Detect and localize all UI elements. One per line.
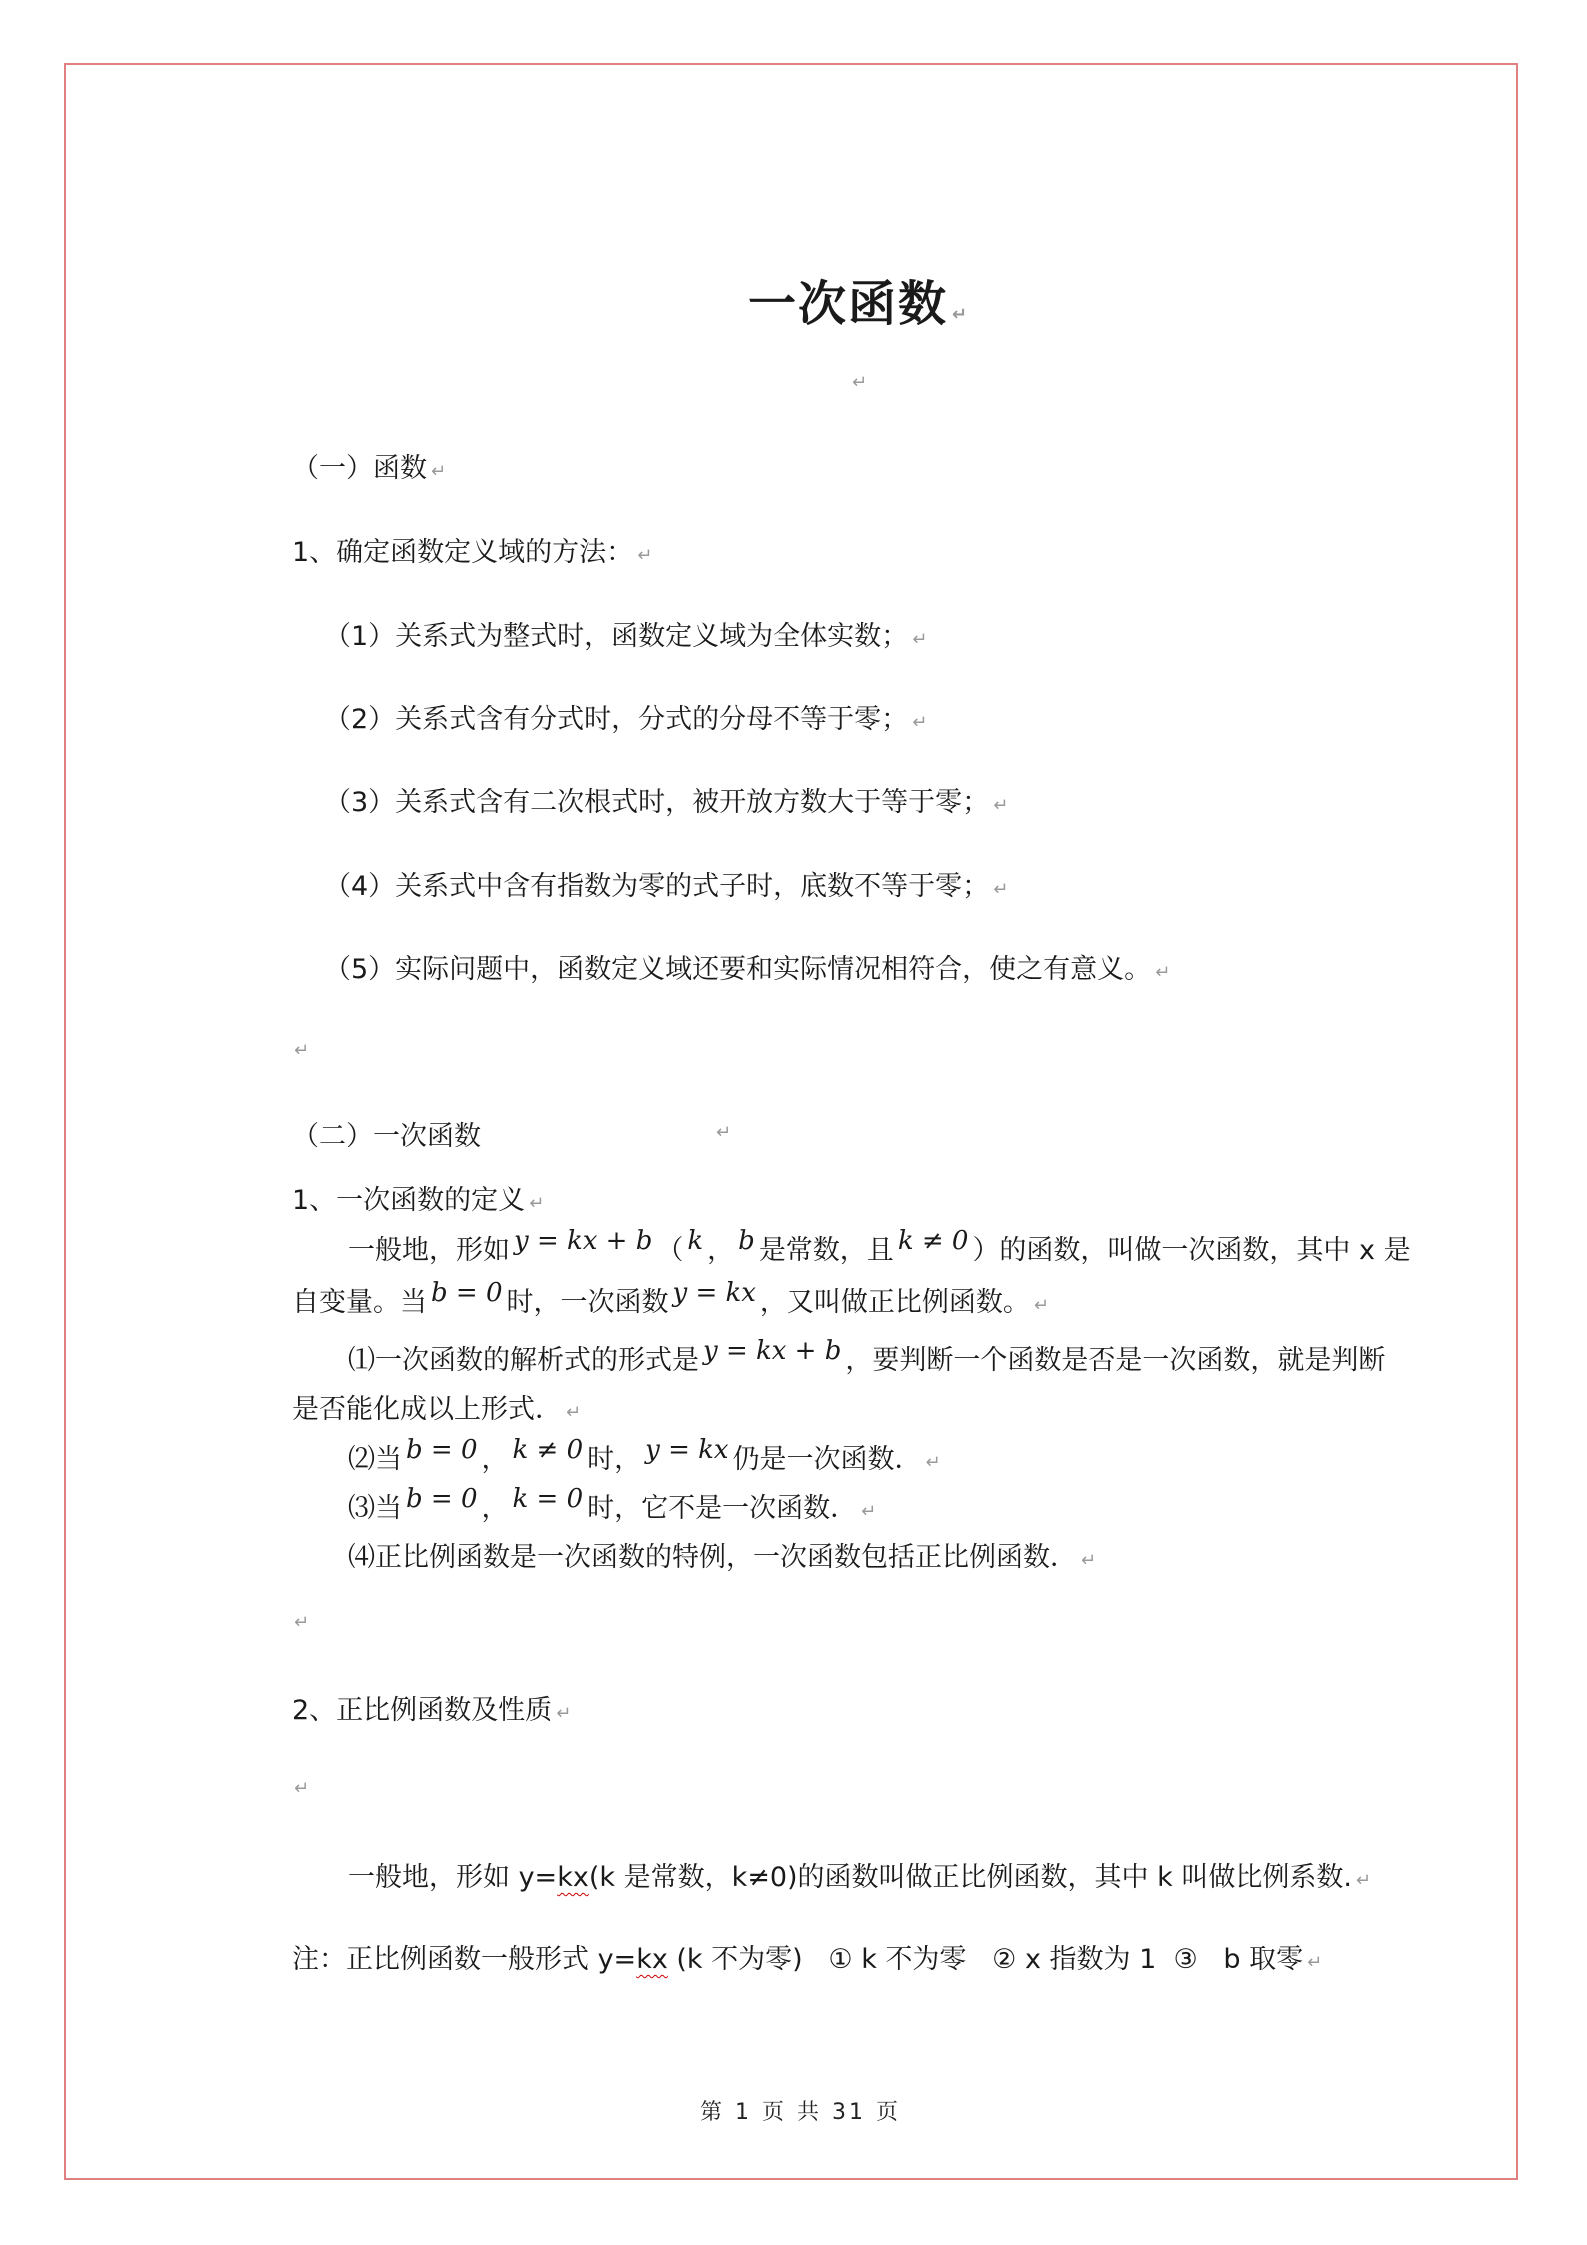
page-footer: 第 1 页 共 31 页 — [700, 2100, 901, 2125]
paragraph-mark: ↵ — [716, 1122, 732, 1143]
paragraph-mark: ↵ — [861, 1501, 877, 1522]
paragraph-mark: ↵ — [1033, 1295, 1050, 1316]
paragraph-mark: ↵ — [294, 1612, 310, 1633]
paragraph-mark: ↵ — [993, 879, 1009, 900]
section-heading — [292, 1114, 481, 1153]
note-text: ， — [481, 1493, 509, 1524]
formula: y = kx — [645, 1435, 729, 1465]
item-heading — [292, 1178, 544, 1217]
paragraph-mark: ↵ — [1155, 962, 1171, 983]
note-text: (k 不为零) ① k 不为零 ② x 指数为 1 ③ b 取零 — [667, 1944, 1304, 1975]
definition-text: (k 是常数，k≠0)的函数叫做正比例函数，其中 k 叫做比例系数. — [588, 1862, 1352, 1893]
paragraph-mark: ↵ — [952, 304, 970, 325]
paragraph-mark: ↵ — [566, 1402, 582, 1423]
formula: y = kx + b — [703, 1336, 842, 1366]
section-heading-text: （一）函数 — [292, 453, 427, 484]
definition-text: ， — [707, 1235, 735, 1266]
document-title — [748, 265, 969, 334]
definition-text: 一般地，形如 — [348, 1235, 510, 1266]
definition-text: 时，一次函数 — [506, 1287, 669, 1318]
paragraph-mark: ↵ — [852, 372, 868, 393]
note-text: 是否能化成以上形式． — [292, 1394, 562, 1425]
paragraph-mark: ↵ — [925, 1452, 941, 1473]
rule-text: （1）关系式为整式时，函数定义域为全体实数； — [324, 621, 909, 652]
definition-text: （ — [656, 1235, 684, 1266]
note-text: ⑶当 — [348, 1493, 402, 1524]
definition-text: ）的函数，叫做一次函数，其中 x 是 — [972, 1235, 1411, 1266]
paragraph-mark: ↵ — [1081, 1550, 1097, 1571]
note-2 — [348, 1437, 941, 1476]
formula: b — [738, 1226, 755, 1256]
note-1-line-2 — [292, 1387, 581, 1426]
paragraph-mark: ↵ — [431, 461, 447, 482]
section-heading — [292, 446, 446, 485]
formula: k ≠ 0 — [512, 1435, 584, 1465]
formula: k ≠ 0 — [897, 1226, 969, 1256]
rule-text: （4）关系式中含有指数为零的式子时，底数不等于零； — [324, 871, 990, 902]
proportional-definition — [348, 1855, 1371, 1894]
paragraph-mark: ↵ — [294, 1040, 310, 1061]
rule-5 — [324, 947, 1170, 986]
note-text: ⑷正比例函数是一次函数的特例，一次函数包括正比例函数． — [348, 1542, 1077, 1573]
paragraph-mark: ↵ — [912, 712, 928, 733]
paragraph-mark: ↵ — [912, 629, 928, 650]
note-1-line-1 — [348, 1338, 1385, 1377]
section-heading-text: （二）一次函数 — [292, 1121, 481, 1152]
note-4 — [348, 1535, 1096, 1574]
spellcheck-marked-text: kx — [636, 1944, 668, 1975]
note-text: ⑴一次函数的解析式的形式是 — [348, 1345, 699, 1376]
formula: y = kx + b — [514, 1226, 653, 1256]
note-text: 时， — [587, 1444, 642, 1475]
item-heading-text: 1、一次函数的定义 — [292, 1185, 526, 1216]
definition-line-2 — [292, 1280, 1049, 1319]
note-text: 注：正比例函数一般形式 y= — [292, 1944, 637, 1975]
note-text: 仍是一次函数． — [732, 1444, 922, 1475]
spellcheck-marked-text: kx — [557, 1862, 589, 1893]
rule-3 — [324, 780, 1008, 819]
paragraph-mark: ↵ — [294, 1778, 310, 1799]
paragraph-mark: ↵ — [529, 1193, 545, 1214]
paragraph-mark: ↵ — [1355, 1870, 1372, 1891]
note-text: ， — [481, 1444, 509, 1475]
item-heading — [292, 1688, 571, 1727]
definition-text: 一般地，形如 y= — [348, 1862, 558, 1893]
item-heading-text: 1、确定函数定义域的方法： — [292, 537, 634, 568]
definition-line-1 — [348, 1228, 1411, 1267]
formula: k — [687, 1226, 704, 1256]
formula: b = 0 — [431, 1278, 503, 1308]
rule-1 — [324, 614, 927, 653]
formula: b = 0 — [406, 1435, 478, 1465]
item-heading-text: 2、正比例函数及性质 — [292, 1695, 553, 1726]
title-text: 一次函数 — [748, 276, 949, 332]
rule-2 — [324, 697, 927, 736]
item-heading — [292, 530, 652, 569]
note-line — [292, 1937, 1322, 1976]
rule-text: （2）关系式含有分式时，分式的分母不等于零； — [324, 704, 909, 735]
paragraph-mark: ↵ — [556, 1703, 572, 1724]
definition-text: 自变量。当 — [292, 1287, 427, 1318]
rule-text: （3）关系式含有二次根式时，被开放方数大于等于零； — [324, 787, 990, 818]
formula: k = 0 — [512, 1484, 584, 1514]
note-text: ，要判断一个函数是否是一次函数，就是判断 — [845, 1345, 1386, 1376]
paragraph-mark: ↵ — [993, 795, 1009, 816]
formula: y = kx — [672, 1278, 756, 1308]
note-text: ⑵当 — [348, 1444, 402, 1475]
note-text: 时，它不是一次函数． — [587, 1493, 858, 1524]
note-3 — [348, 1486, 876, 1525]
paragraph-mark: ↵ — [1307, 1952, 1323, 1973]
definition-text: 是常数，且 — [758, 1235, 894, 1266]
formula: b = 0 — [406, 1484, 478, 1514]
rule-text: （5）实际问题中，函数定义域还要和实际情况相符合，使之有意义。 — [324, 954, 1152, 985]
paragraph-mark: ↵ — [637, 545, 653, 566]
definition-text: ，又叫做正比例函数。 — [759, 1287, 1030, 1318]
rule-4 — [324, 864, 1008, 903]
